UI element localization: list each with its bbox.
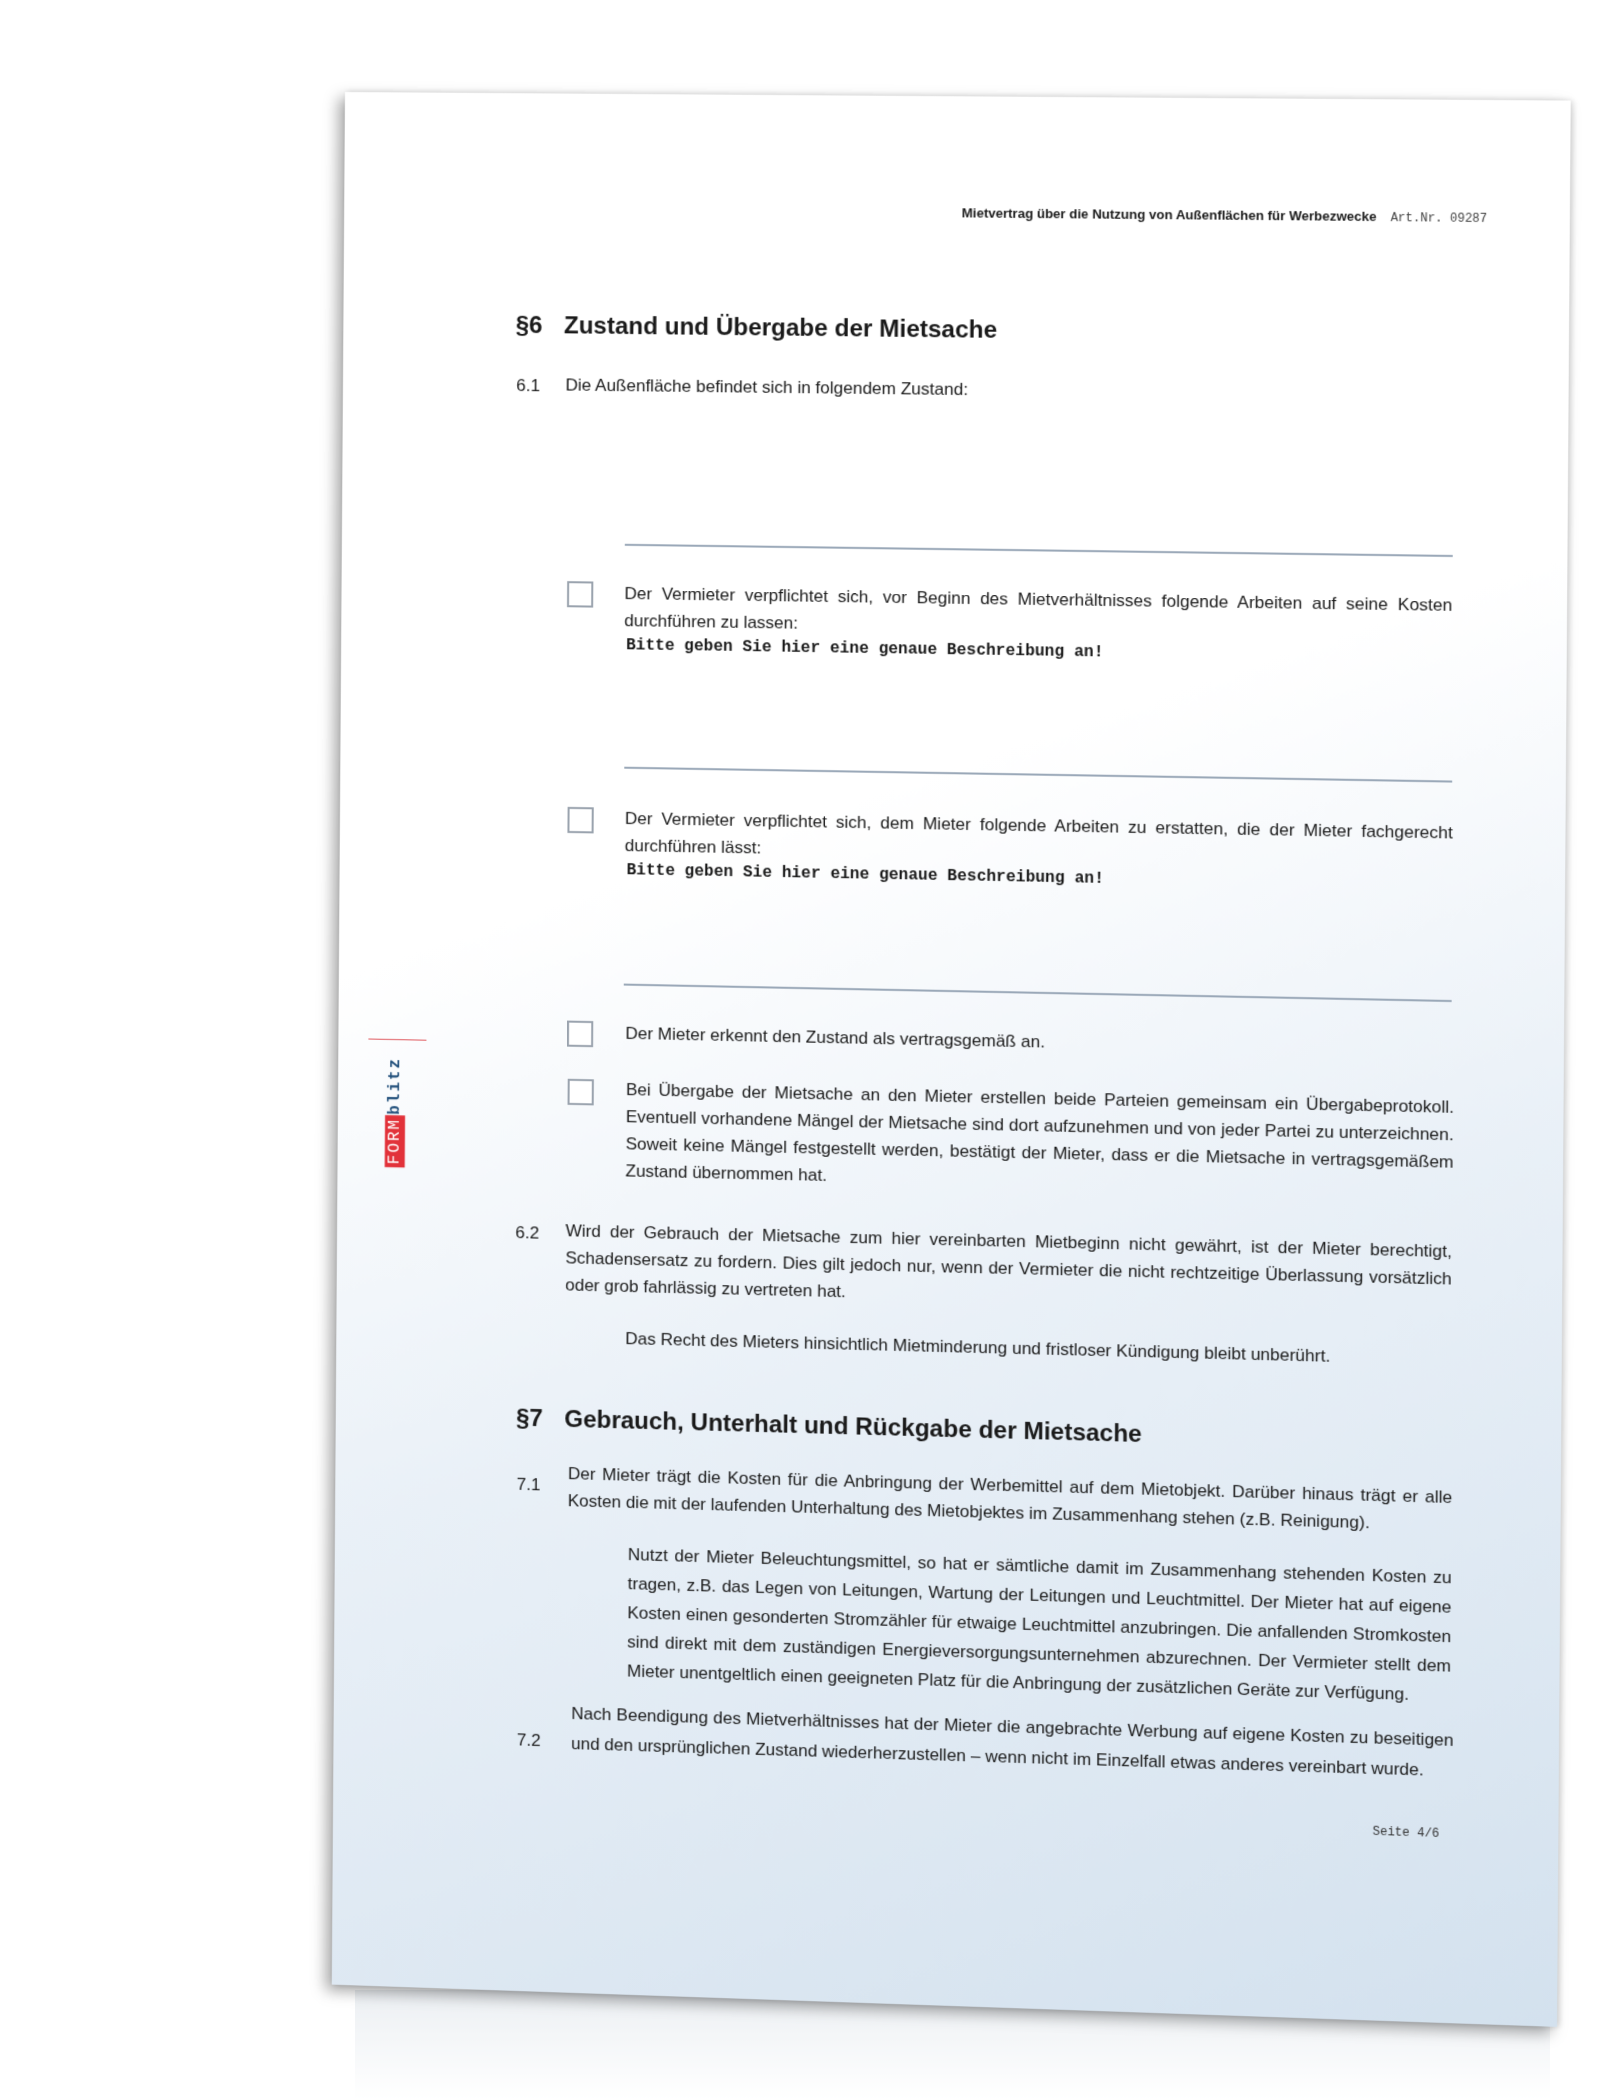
option-2-text: Der Vermieter verpflichtet sich, dem Mieter folgende Arbeiten zu erstatten, die der Mieter fachgerecht durchführen lässt:: [624, 808, 1453, 858]
option-2-placeholder[interactable]: Bitte geben Sie hier eine genaue Beschreibung an!: [626, 861, 1104, 888]
clause-6-2-text: Wird der Gebrauch der Mietsache zum hier vereinbarten Mietbeginn nicht gewährt, ist der Mieter berechtigt, Schadensersatz zu fordern. Dies gilt jedoch nur, wenn der Vermieter die nicht rechtzeitige Überlassung vorsätzlich oder grob fahrlässig zu vertreten hat.: [565, 1221, 1453, 1302]
clause-7-2-number: 7.2: [516, 1730, 541, 1751]
option-3-text: Der Mieter erkennt den Zustand als vertragsgemäß an.: [625, 1023, 1046, 1052]
option-4-checkbox[interactable]: [568, 1079, 594, 1106]
clause-7-1-text-2: Nutzt der Mieter Beleuchtungsmittel, so hat er sämtliche damit im Zusammenhang stehenden Kosten zu tragen, z.B. das Legen von Leitungen, Wartung der Leitungen und Leuchtmittel. Der Mieter hat auf eigene Kosten einen gesonderten Stromzähler für etwaige Leuchtmittel anzubringen. Die anfallenden Stromkosten sind direkt mit dem zuständigen Energieversorgungsunternehmen abzurechnen. Der Vermieter stellt dem Mieter unentgeltlich einen geeigneten Platz für die Anbringung der zusätzlichen Geräte zur Verfügung.: [626, 1544, 1452, 1704]
option-2-checkbox[interactable]: [567, 807, 593, 834]
section-7-heading: §7 Gebrauch, Unterhalt und Rückgabe der Mietsache: [515, 1404, 1142, 1449]
article-number: Art.Nr. 09287: [1390, 210, 1488, 227]
option-1-checkbox[interactable]: [567, 581, 593, 607]
clause-6-2-text-2: Das Recht des Mieters hinsichtlich Mietminderung und fristloser Kündigung bleibt unberührt.: [625, 1329, 1331, 1366]
clause-6-2-number: 6.2: [515, 1223, 540, 1243]
clause-7-1-number: 7.1: [516, 1474, 541, 1495]
clause-6-1-text: Die Außenfläche befindet sich in folgendem Zustand:: [565, 375, 969, 400]
document-title: Mietvertrag über die Nutzung von Außenflächen für Werbezwecke: [961, 205, 1377, 225]
fill-in-line[interactable]: [624, 984, 1452, 1002]
option-4-text: Bei Übergabe der Mietsache an den Mieter erstellen beide Parteien gemeinsam ein Übergabeprotokoll. Eventuell vorhandene Mängel der Mietsache sind dort aufzunehmen und von jeder Partei zu unterzeichnen. Soweit keine Mängel festgestellt werden, bestätigt der Mieter, dass er die Mietsache in vertragsgemäßem Zustand übernommen hat.: [625, 1080, 1455, 1185]
clause-7-2-text: Nach Beendigung des Mietverhältnisses hat der Mieter die angebrachte Werbung auf eigene Kosten zu beseitigen und den ursprünglichen Zustand wiederherzustellen – wenn nicht im Einzelfall etwas anderes vereinbart wurde.: [571, 1703, 1454, 1780]
option-1-text: Der Vermieter verpflichtet sich, vor Beginn des Mietverhältnisses folgende Arbeiten auf seine Kosten durchführen zu lassen:: [624, 583, 1453, 633]
running-header: [962, 205, 1487, 226]
fill-in-line[interactable]: [624, 767, 1452, 783]
document-page: [332, 92, 1571, 2027]
formblitz-logo: FORMblitz: [403, 1039, 426, 1190]
fill-in-line[interactable]: [625, 544, 1453, 557]
section-6-heading: §6 Zustand und Übergabe der Mietsache: [515, 311, 998, 344]
clause-7-1-text: Der Mieter trägt die Kosten für die Anbringung der Werbemittel auf dem Mietobjekt. Darüber hinaus trägt er alle Kosten die mit der laufenden Unterhaltung des Mietobjektes im Zusammenhang stehen (z.B. Reinigung).: [567, 1464, 1453, 1533]
option-3-checkbox[interactable]: [567, 1021, 593, 1048]
page-number: Seite 4/6: [1372, 1824, 1440, 1841]
option-1-placeholder[interactable]: Bitte geben Sie hier eine genaue Beschreibung an!: [626, 636, 1104, 662]
clause-6-1-number: 6.1: [516, 375, 541, 396]
